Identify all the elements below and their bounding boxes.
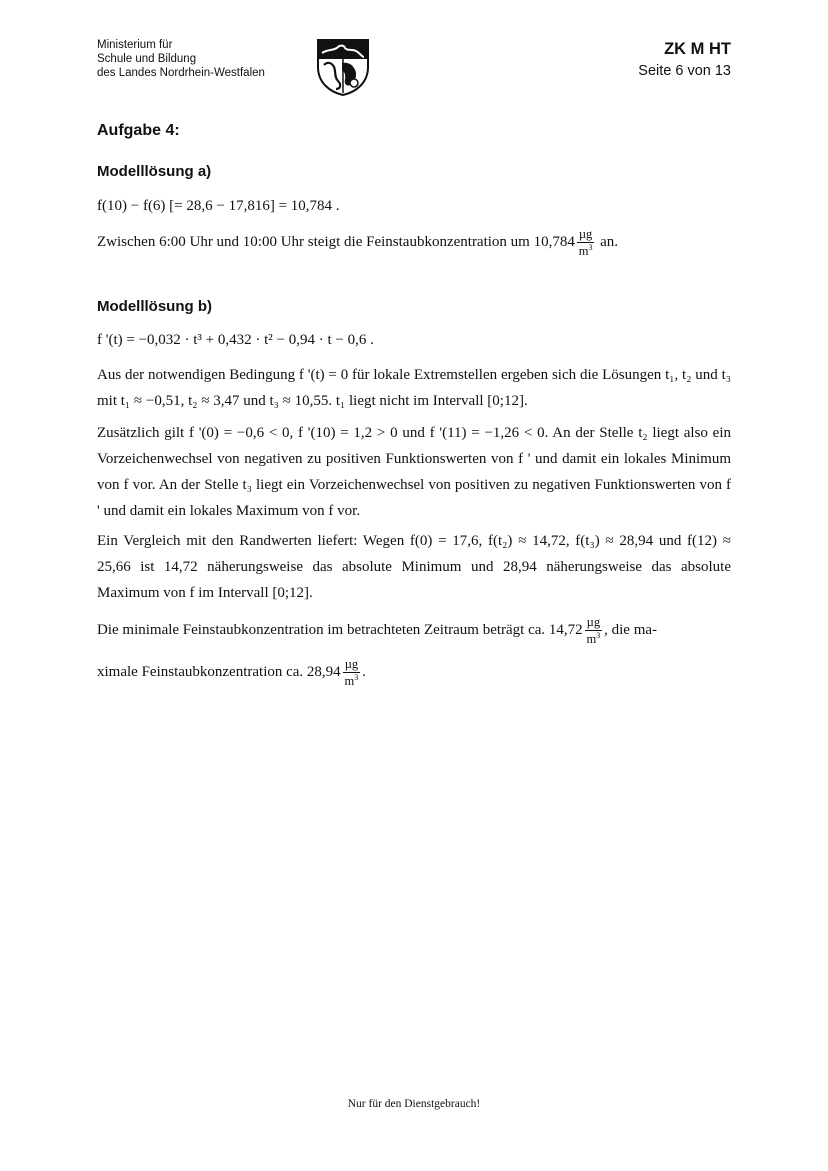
- unit-fraction: [585, 616, 602, 645]
- unit-numerator: µg: [578, 227, 593, 241]
- ministry-line: Schule und Bildung: [97, 53, 197, 65]
- result-suffix: an.: [600, 233, 618, 250]
- part-b-conclusion-line-1: [97, 616, 657, 645]
- footer-note: Nur für den Dienstgebrauch!: [347, 1098, 481, 1110]
- conclusion-text-2: ximale Feinstaubkonzentration ca. 28,94: [97, 663, 341, 680]
- task-title: Aufgabe 4:: [97, 122, 180, 139]
- unit-fraction: [577, 228, 594, 257]
- part-a-heading: Modelllösung a): [97, 163, 212, 180]
- part-b-derivative: f '(t) = −0,032 · t³ + 0,432 · t² − 0,94 · t − 0,6 .: [97, 332, 374, 348]
- unit-denominator-base: m: [578, 243, 589, 258]
- part-b-paragraph-3: Ein Vergleich mit den Randwerten liefert: Wegen f(0) = 17,6, f(t₂) ≈ 14,72, f(t₃) ≈ 28,94 und f(12) ≈ 25,66 ist 14,72 näherungsweise das absolute Minimum und 28,94 näherungsweise das absolute Maximum von f im Intervall [0;12].: [97, 533, 731, 601]
- unit-denominator: $m^3$: [344, 672, 359, 688]
- part-b-paragraph-1: Aus der notwendigen Bedingung f '(t) = 0 für lokale Extremstellen ergeben sich die Lösungen t₁, t₂ und t₃ mit t₁ ≈ −0,51, t₂ ≈ 3,47 und t₃ ≈ 10,55. t₁ liegt nicht im Intervall [0;12].: [97, 367, 731, 409]
- part-a-equation: f(10) − f(6) [= 28,6 − 17,816] = 10,784 .: [97, 198, 340, 214]
- result-text: Zwischen 6:00 Uhr und 10:00 Uhr steigt die Feinstaubkonzentration um 10,784: [97, 233, 575, 250]
- page-indicator: Seite 6 von 13: [638, 63, 731, 79]
- ministry-line: des Landes Nordrhein-Westfalen: [97, 67, 265, 79]
- ministry-line: Ministerium für: [97, 39, 173, 51]
- unit-denominator: $m^3$: [586, 630, 601, 646]
- part-b-paragraph-2: Zusätzlich gilt f '(0) = −0,6 < 0, f '(10) = 1,2 > 0 und f '(11) = −1,26 < 0. An der Stelle t₂ liegt also ein Vorzeichenwechsel von negativen zu positiven Funktionswerten von f ' und damit ein lokales Minimum von f vor. An der Stelle t₃ liegt ein Vorzeichenwechsel von positiven zu negativen Funktionswerten von f ' und damit ein lokales Maximum von f vor.: [97, 425, 731, 519]
- unit-denominator-base: m: [344, 673, 355, 688]
- part-a-result: [97, 228, 618, 257]
- unit-denominator-base: m: [586, 631, 597, 646]
- part-b-heading: Modelllösung b): [97, 298, 212, 315]
- page-header: [0, 0, 828, 110]
- unit-numerator: µg: [344, 657, 359, 671]
- conclusion-mid: , die ma-: [604, 621, 658, 638]
- conclusion-text: Die minimale Feinstaubkonzentration im betrachteten Zeitraum beträgt ca. 14,72: [97, 621, 583, 638]
- conclusion-end: .: [362, 663, 366, 680]
- document-code: ZK M HT: [664, 40, 731, 58]
- unit-fraction: [343, 658, 360, 687]
- nrw-coat-of-arms-icon: [314, 37, 372, 97]
- ministry-name: [97, 38, 265, 80]
- unit-denominator: $m^3$: [578, 242, 593, 258]
- part-b-conclusion-line-2: [97, 658, 366, 687]
- unit-numerator: µg: [586, 615, 601, 629]
